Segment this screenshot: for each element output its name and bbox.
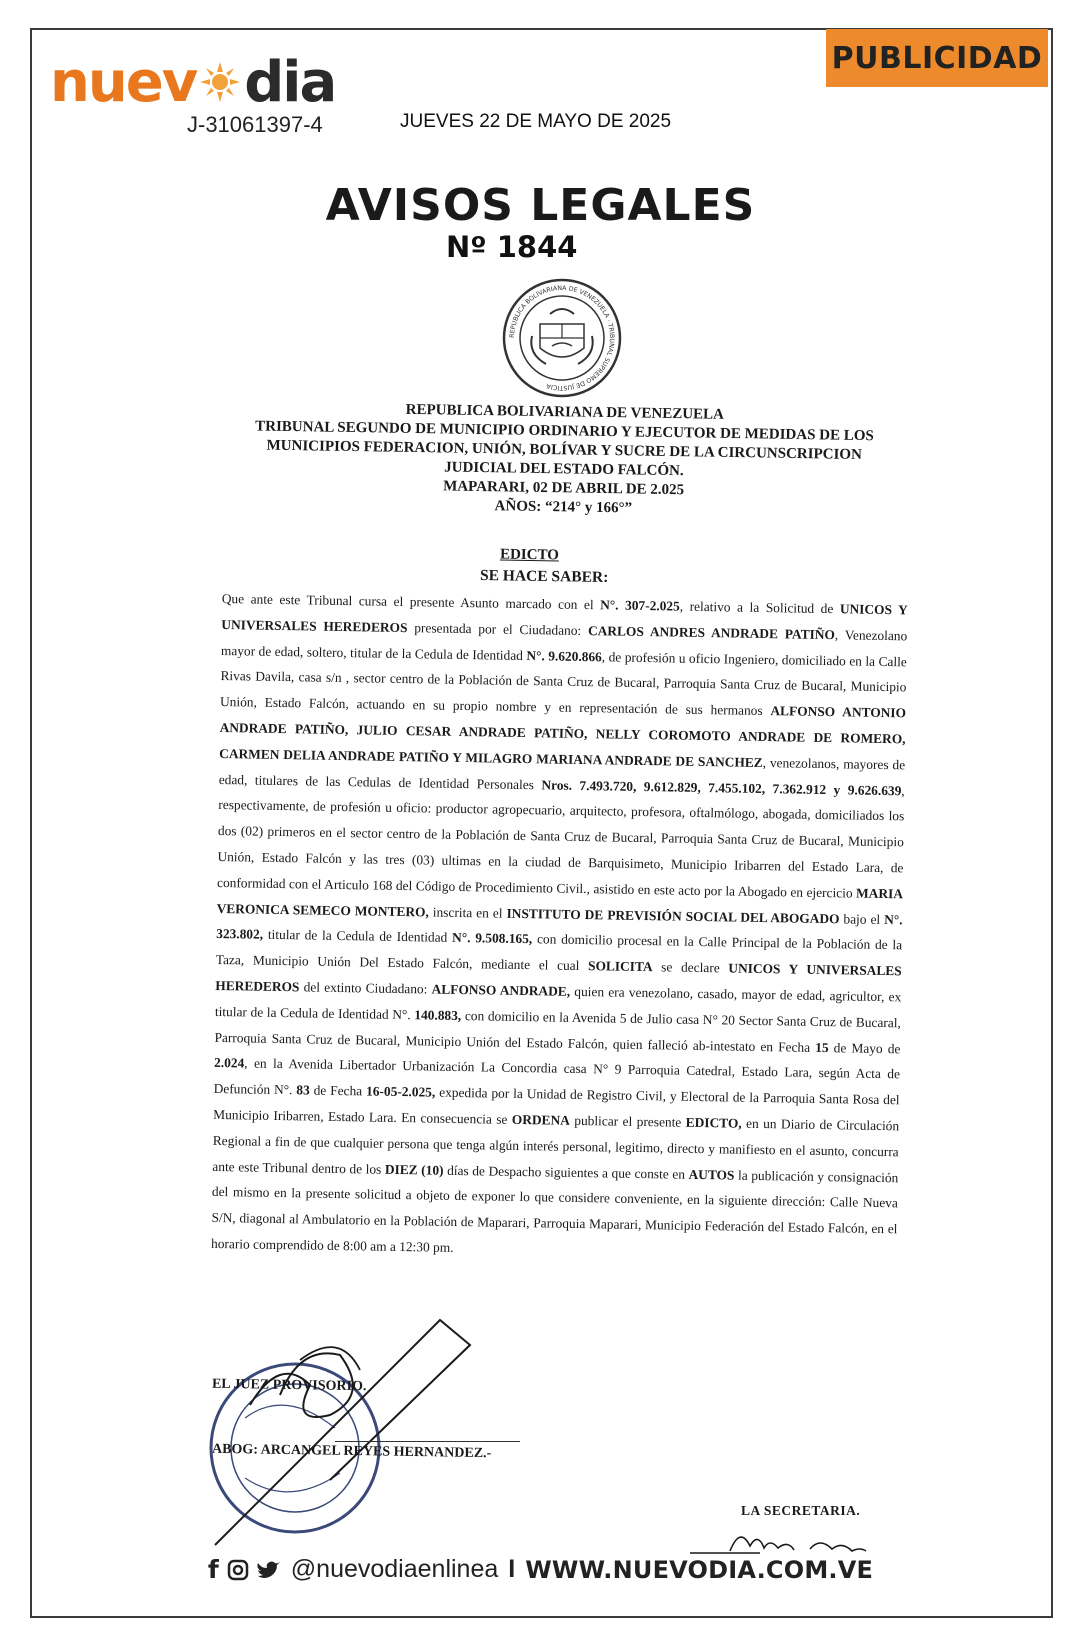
seal-text: REPUBLICA BOLIVARIANA DE VENEZUELA · TRIBUNAL SUPREMO DE JUSTICIA bbox=[508, 284, 616, 392]
instagram-icon[interactable] bbox=[227, 1559, 249, 1581]
facebook-icon[interactable]: f bbox=[207, 1555, 219, 1584]
signature-line bbox=[335, 1441, 520, 1442]
secretary-title: LA SECRETARIA. bbox=[741, 1503, 861, 1518]
se-hace-saber-heading: SE HACE SABER: bbox=[479, 566, 609, 587]
judge-title: EL JUEZ PROVISORIO. bbox=[211, 1376, 367, 1395]
social-icons bbox=[208, 1555, 281, 1584]
edicto-heading: EDICTO bbox=[499, 546, 560, 564]
sun-icon bbox=[198, 60, 242, 104]
court-heading bbox=[223, 398, 905, 523]
footer-separator: I bbox=[508, 1555, 516, 1583]
publicidad-badge: PUBLICIDAD bbox=[826, 29, 1048, 87]
heading-line: MAPARARI, 02 DE ABRIL DE 2.025 bbox=[443, 478, 685, 499]
rif-number: J-31061397-4 bbox=[187, 112, 323, 137]
court-seal-icon bbox=[500, 276, 624, 400]
heading-line: TRIBUNAL SEGUNDO DE MUNICIPIO ORDINARIO Y EJECUTOR DE MEDIDAS DE LOS bbox=[255, 418, 874, 445]
publication-date: JUEVES 22 DE MAYO DE 2025 bbox=[400, 111, 672, 132]
judge-name: ABOG: ARCANGEL REYES HERNANDEZ.- bbox=[211, 1441, 492, 1462]
logo-text-right: dia bbox=[244, 49, 336, 115]
website-link[interactable]: WWW.NUEVODIA.COM.VE bbox=[525, 1555, 874, 1584]
issue-number: Nº 1844 bbox=[446, 230, 578, 264]
twitter-icon[interactable] bbox=[257, 1560, 281, 1580]
newspaper-logo bbox=[50, 49, 336, 115]
footer bbox=[0, 1555, 1081, 1584]
social-handle[interactable]: @nuevodiaenlinea bbox=[290, 1555, 499, 1583]
edict-body: Que ante este Tribunal cursa el presente Asunto marcado con el N°. 307-2.025, relativo a la Solicitud de UNICOS Y UNIVERSALES HEREDEROS presentada por el Ciudadano: CARLOS ANDRES ANDRADE PATIÑO, Venezolano mayor de edad, soltero, titular de la Cedula de Identidad N°. 9.620.866, de profesión u oficio Ingeniero, domiciliado en la Calle Rivas Davila, casa s/n , sector centro de la Población de Santa Cruz de Bucaral, Parroquia Santa Cruz de Bucaral, Municipio Unión, Estado Falcón, actuando en su propio nombre y en representación de sus hermanos ALFONSO ANTONIO ANDRADE PATIÑO, JULIO CESAR ANDRADE PATIÑO, NELLY COROMOTO ANDRADE DE ROMERO, CARMEN DELIA ANDRADE PATIÑO Y MILAGRO MARIANA ANDRADE DE SANCHEZ, venezolanos, mayores de edad, titulares de las Cedulas de Identidad Personales Nros. 7.493.720, 9.612.829, 7.455.102, 7.362.912 y 9.626.639, respectivamente, de profesión u oficio: productor agropecuario, arquitecto, profesora, oftalmólogo, abogada, domiciliados los dos (02) primeros en el sector centro de la Población de Santa Cruz de Bucaral, Parroquia Santa Cruz de Bucaral, Municipio Unión, Estado Falcón y las tres (03) ultimas en la ciudad de Barquisimeto, Municipio Iribarren del Estado Lara, de conformidad con el Articulo 168 del Código de Procedimiento Civil., asistido en este acto por la Abogado en ejercicio MARIA VERONICA SEMECO MONTERO, inscrita en el INSTITUTO DE PREVISIÓN SOCIAL DEL ABOGADO bajo el N°. 323.802, titular de la Cedula de Identidad N°. 9.508.165, con domicilio procesal en la Calle Principal de la Población de la Taza, Municipio Unión Del Estado Falcón, mediante el cual SOLICITA se declare UNICOS Y UNIVERSALES HEREDEROS del extinto Ciudadano: ALFONSO ANDRADE, quien era venezolano, casado, mayor de edad, agricultor, ex titular de la Cedula de Identidad N°. 140.883, con domicilio en la Avenida 5 de Julio casa N° 20 Sector Santa Cruz de Bucaral, Parroquia Santa Cruz de Bucaral, Municipio Unión del Estado Falcón, quien falleció ab-intestato en Fecha 15 de Mayo de 2.024, en la Avenida Libertador Urbanización La Concordia casa N° 9 Parroquia Catedral, Estado Lara, según Acta de Defunción N°. 83 de Fecha 16-05-2.025, expedida por la Unidad de Registro Civil, y Electoral de la Parroquia Santa Rosa del Municipio Iribarren, Estado Lara. En consecuencia se ORDENA publicar el presente EDICTO, en un Diario de Circulación Regional a fin de que cualquier persona que tenga algún interés personal, legitimo, directo y manifiesto en el asunto, concurra ante este Tribunal dentro de los DIEZ (10) días de Despacho siguientes a que conste en AUTOS la publicación y consignación del mismo en la presente solicitud a objeto de exponer lo que considere conveniente, en la siguiente dirección: Calle Nueva S/N, diagonal al Ambulatorio en la Población de Maparari, Parroquia Maparari, Municipio Federación del Estado Falcón, en el horario comprendido de 8:00 am a 12:30 pm. bbox=[210, 590, 908, 1255]
page-title: AVISOS LEGALES bbox=[325, 180, 756, 231]
heading-line: MUNICIPIOS FEDERACION, UNIÓN, BOLÍVAR Y SUCRE DE LA CIRCUNSCRIPCION bbox=[266, 437, 862, 464]
heading-line: REPUBLICA BOLIVARIANA DE VENEZUELA bbox=[405, 401, 725, 423]
heading-line: AÑOS: “214° y 166°” bbox=[494, 498, 633, 517]
heading-line: JUDICIAL DEL ESTADO FALCÓN. bbox=[444, 459, 684, 480]
logo-text-left: nuev bbox=[50, 49, 197, 115]
